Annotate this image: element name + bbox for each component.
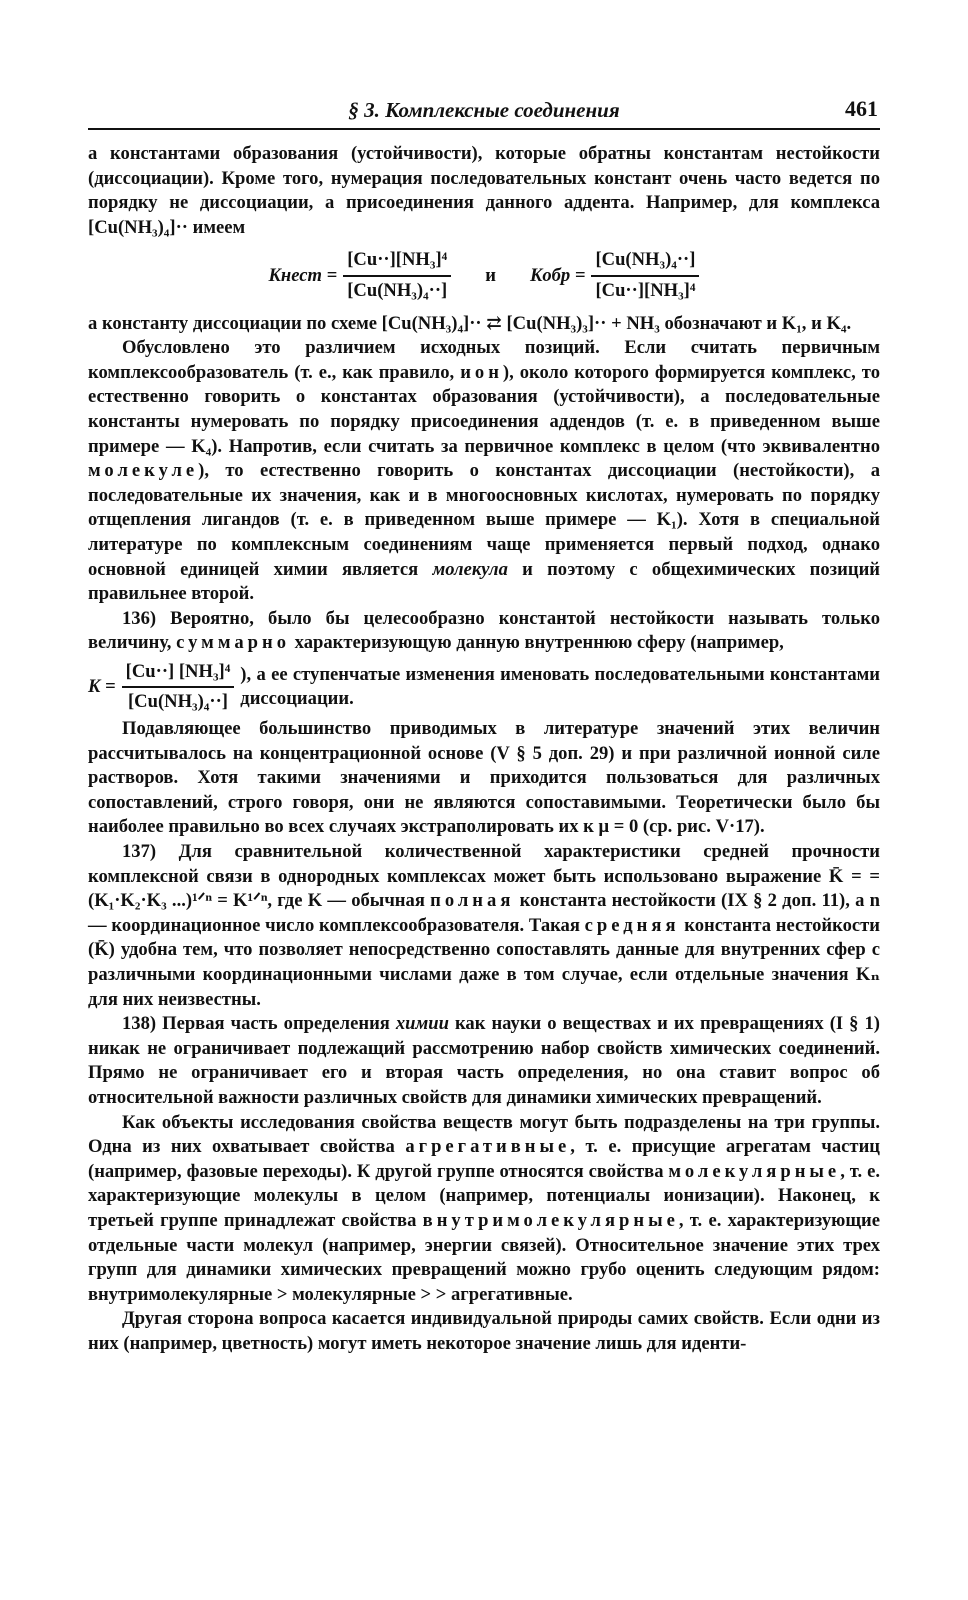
p4-text-2: характеризующую данную внутреннюю сферу (например, <box>290 632 784 654</box>
formula-constants <box>88 248 880 303</box>
paragraph-7 <box>88 1012 880 1110</box>
k-obr-fraction <box>591 248 699 303</box>
p4-text-3: ), а ее ступенчатые изменения именовать последовательными константами диссоциации. <box>240 663 880 710</box>
k-inst-label: Kнест = <box>268 264 338 286</box>
p3-text-2: ), около которого формируется комплекс, то естественно говорить о константах образования (устойчивости), а последовательные константы нумеровать по порядку присоединения аддендов (т. е. в приведенном выше примере — K₄). Напротив, если считать за первичное комплекс в целом (что эквивалентно <box>88 361 880 457</box>
p8-spaced-vnutri: внутримолекулярные <box>422 1209 679 1231</box>
paragraph-3 <box>88 336 880 607</box>
paragraph-9: Другая сторона вопроса касается индивидуальной природы самих свойств. Если одни из них (например, цветность) могут иметь некоторое значение лишь для иденти- <box>88 1308 880 1354</box>
k-inst-fraction <box>343 248 451 303</box>
paragraph-1: а константами образования (устойчивости), которые обратны константам нестойкости (диссоциации). Кроме того, нумерация последовательных констант очень часто ведется по порядку не диссоциации, а присоединения данного аддента. Например, для комплекса [Cu(NH₃)₄]·· имеем <box>88 143 880 238</box>
p4-spaced-summarno: суммарно <box>176 632 291 654</box>
p7-text-1: 138) Первая часть определения <box>122 1013 396 1035</box>
k-inst-numerator: [Cu··][NH₃]⁴ <box>343 248 451 277</box>
page <box>88 94 880 1357</box>
formula-k-total <box>88 660 880 715</box>
p8-text-1: Как объекты исследования свойства веществ могут быть подразделены на три группы. Одна из них охватывает свойства <box>88 1111 880 1158</box>
p7-italic-himii: химии <box>395 1013 449 1035</box>
paragraph-4 <box>88 607 880 656</box>
p3-text-3: ), то естественно говорить о константах диссоциации (нестойкости), а последовательные их значения, как и в многоосновных кислотах, нумеровать по порядку отщепления лигандов (т. е. в приведенном выше примере — K₁). Хотя в специальной литературе по комплексным соединениям чаще применяется первый подход, однако основной единицей химии является <box>88 460 880 580</box>
page-body <box>88 142 880 1357</box>
p3-spaced-ion: ион <box>460 361 503 383</box>
p8-spaced-molek: молекулярные <box>668 1160 841 1182</box>
p3-spaced-molecule: молекуле <box>88 460 199 482</box>
page-header <box>88 94 880 130</box>
page-number: 461 <box>845 96 878 121</box>
p8-text-2: , т. е. присущие агрегатам частиц (например, фазовые переходы). К другой группе относятся свойства <box>88 1136 880 1182</box>
p6-text-3: константа нестойкости (K̄) удобна тем, что позволяет непосредственно сопоставлять данные для внутренних сфер с различными координационными числами даже в том случае, если отдельные значения Kₙ для них неизвестны. <box>88 914 880 1010</box>
formula-conjunction: и <box>485 264 496 286</box>
k-obr-label: Kобр = <box>529 264 586 286</box>
paragraph-8 <box>88 1111 880 1308</box>
k-total-label: K = <box>88 676 116 698</box>
paragraph-6 <box>88 840 880 1012</box>
k-total-numerator: [Cu··] [NH₃]⁴ <box>122 660 235 689</box>
k-total-denominator: [Cu(NH₃)₄··] <box>127 691 228 713</box>
p8-text-3: , т. е. характеризующие молекулы в целом (например, потенциалы ионизации). Наконец, к третьей группе принадлежат свойства <box>88 1160 880 1231</box>
k-inst-denominator: [Cu(NH₃)₄··] <box>347 279 448 301</box>
formula-k-obr <box>530 248 700 303</box>
k-total-fraction <box>122 660 235 715</box>
p3-text-1: Обусловлено это различием исходных позиций. Если считать первичным комплексообразователь (т. е., как правило, <box>88 337 880 383</box>
p6-text-1: 137) Для сравнительной количественной характеристики средней прочности комплексной связи в однородных комплексах может быть использовано выражение K̄ = = (K₁·K₂·K₃ ...)¹ᐟⁿ = K¹ᐟⁿ, где K — обычная <box>88 841 880 912</box>
paragraph-2: а константу диссоциации по схеме [Cu(NH₃)₄]·· ⇄ [Cu(NH₃)₃]·· + NH₃ обозначают и K₁, и K₄. <box>88 312 852 334</box>
p6-spaced-polnaya: полная <box>430 890 515 912</box>
p7-text-2: как науки о веществах и их превращениях (I § 1) никак не ограничивает подлежащий рассмотрению набор свойств химических соединений. Прямо не ограничивает его и вторая часть определения, но она ставит вопрос об относительной важности различных свойств для динамики химических превращений. <box>88 1013 880 1108</box>
p8-text-4: , т. е. характеризующие отдельные части молекул (например, энергии связей). Относительное значение этих трех групп для динамики химических превращений можно грубо оценить следующим рядом: внутримолекулярные > молекулярные > > агрегативные. <box>88 1209 880 1305</box>
p3-text-4: и поэтому с общехимических позиций правильнее второй. <box>88 558 880 605</box>
running-title: § 3. Комплексные соединения <box>348 98 620 122</box>
k-obr-denominator: [Cu··][NH₃]⁴ <box>595 279 696 301</box>
p6-text-2: константа нестойкости (IX § 2 доп. 11), а n — координационное число комплексообразователя. Такая <box>88 890 880 936</box>
k-obr-numerator: [Cu(NH₃)₄··] <box>591 248 699 277</box>
p8-spaced-agreg: агрегативные <box>405 1136 571 1158</box>
formula-k-inst <box>269 248 452 303</box>
p4-text-1: 136) Вероятно, было бы целесообразно константой нестойкости называть только величину, <box>88 607 880 654</box>
p3-italic-molecula: молекула <box>432 558 508 580</box>
p6-spaced-srednyaya: средняя <box>584 914 680 936</box>
paragraph-5: Подавляющее большинство приводимых в литературе значений этих величин рассчитывалось на концентрационной основе (V § 5 доп. 29) и при различной ионной силе растворов. Хотя такими значениями и приходится пользоваться для различных сопоставлений, строго говоря, они не являются сопоставимыми. Теоретически было бы наиболее правильно во всех случаях экстраполировать их к μ = 0 (ср. рис. V·17). <box>88 718 880 838</box>
